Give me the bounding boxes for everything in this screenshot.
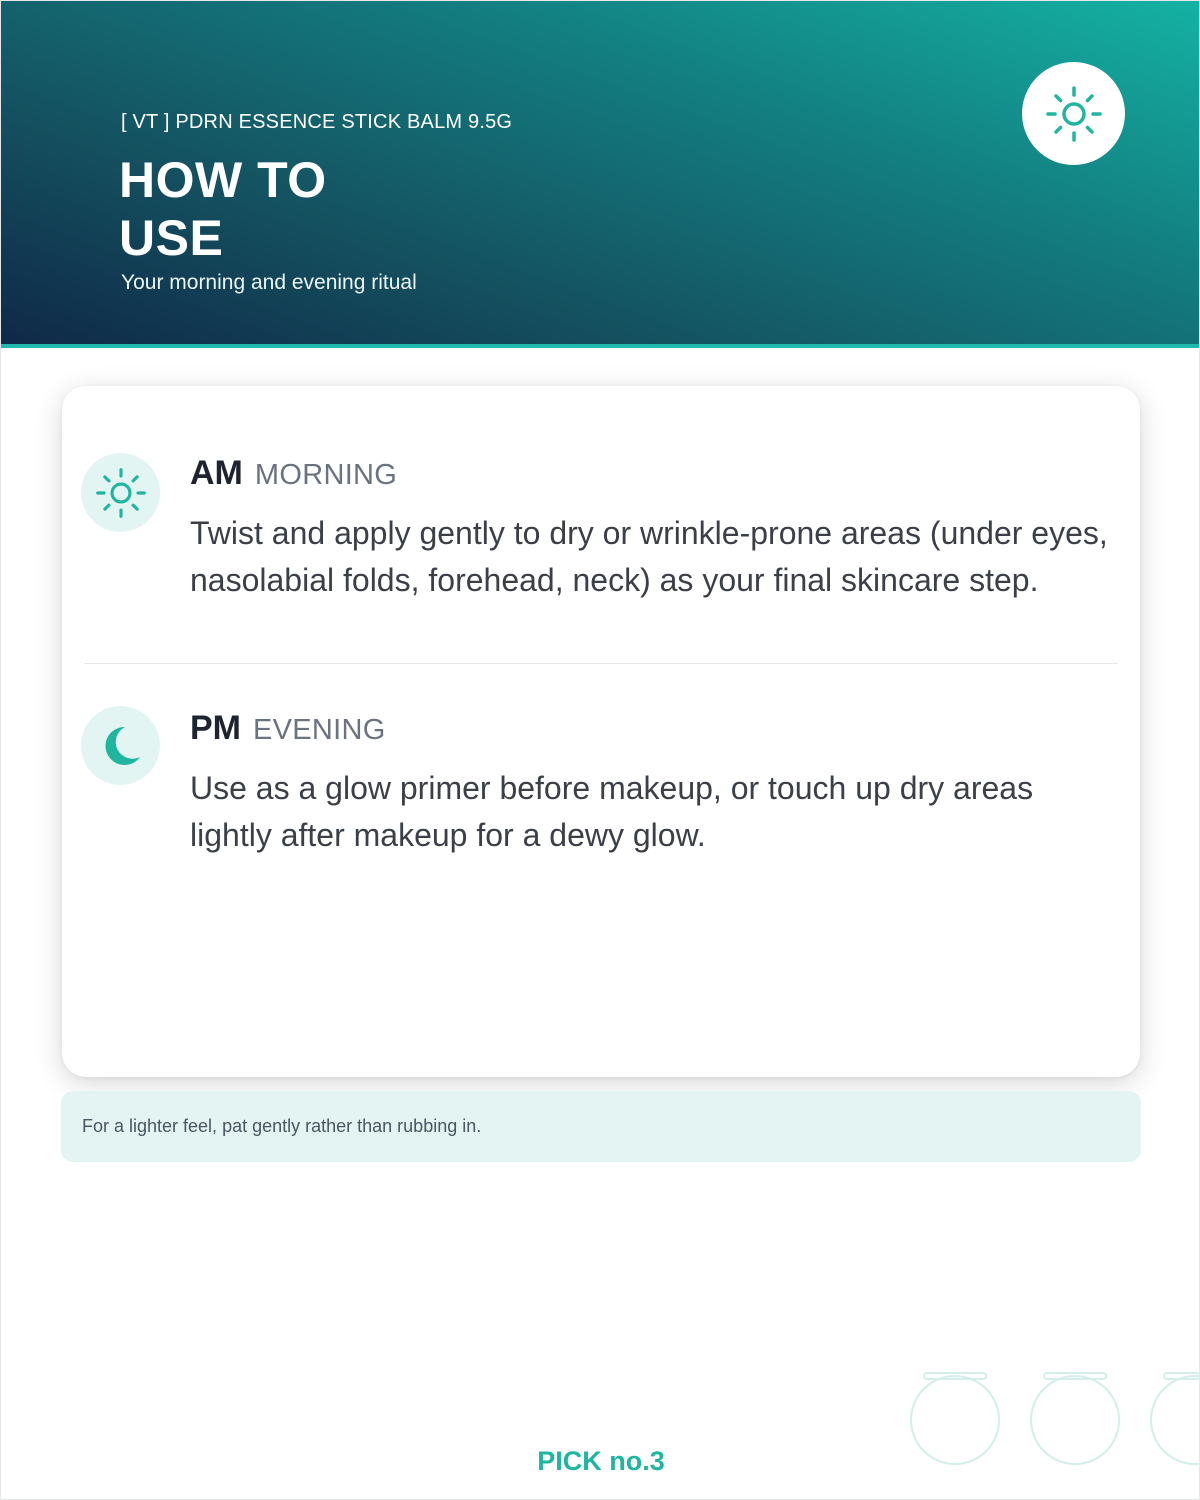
pm-icon-bubble [81,706,160,785]
sun-icon [1045,85,1103,143]
page-subtitle: Your morning and evening ritual [121,271,417,294]
step-divider [84,663,1118,664]
header-accent-line [1,344,1200,348]
am-label: MORNING [254,459,398,491]
header-badge [1022,62,1125,165]
usage-card [62,386,1140,1077]
header-banner [1,1,1200,346]
footer-pick-label: PICK no.3 [537,1446,665,1476]
sun-icon [95,467,147,519]
am-icon-bubble [81,453,160,532]
page-title-line-1: HOW TO [119,152,327,208]
am-code: AM [190,454,243,492]
pm-instructions: Use as a glow primer before makeup, or touch up dry areas lightly after makeup for a dewy glow. [190,770,1034,853]
page-title [119,151,327,267]
moon-icon [95,720,147,772]
pm-label: EVENING [253,714,386,746]
tip-banner: For a lighter feel, pat gently rather than rubbing in. [61,1091,1141,1162]
am-heading [190,454,397,493]
pm-code: PM [190,709,241,747]
am-instructions: Twist and apply gently to dry or wrinkle-prone areas (under eyes, nasolabial folds, forehead, neck) as your final skincare step. [190,515,1108,598]
pm-heading [190,709,386,748]
page-title-line-2: USE [119,210,224,266]
product-name: [ VT ] PDRN ESSENCE STICK BALM 9.5G [121,111,513,133]
